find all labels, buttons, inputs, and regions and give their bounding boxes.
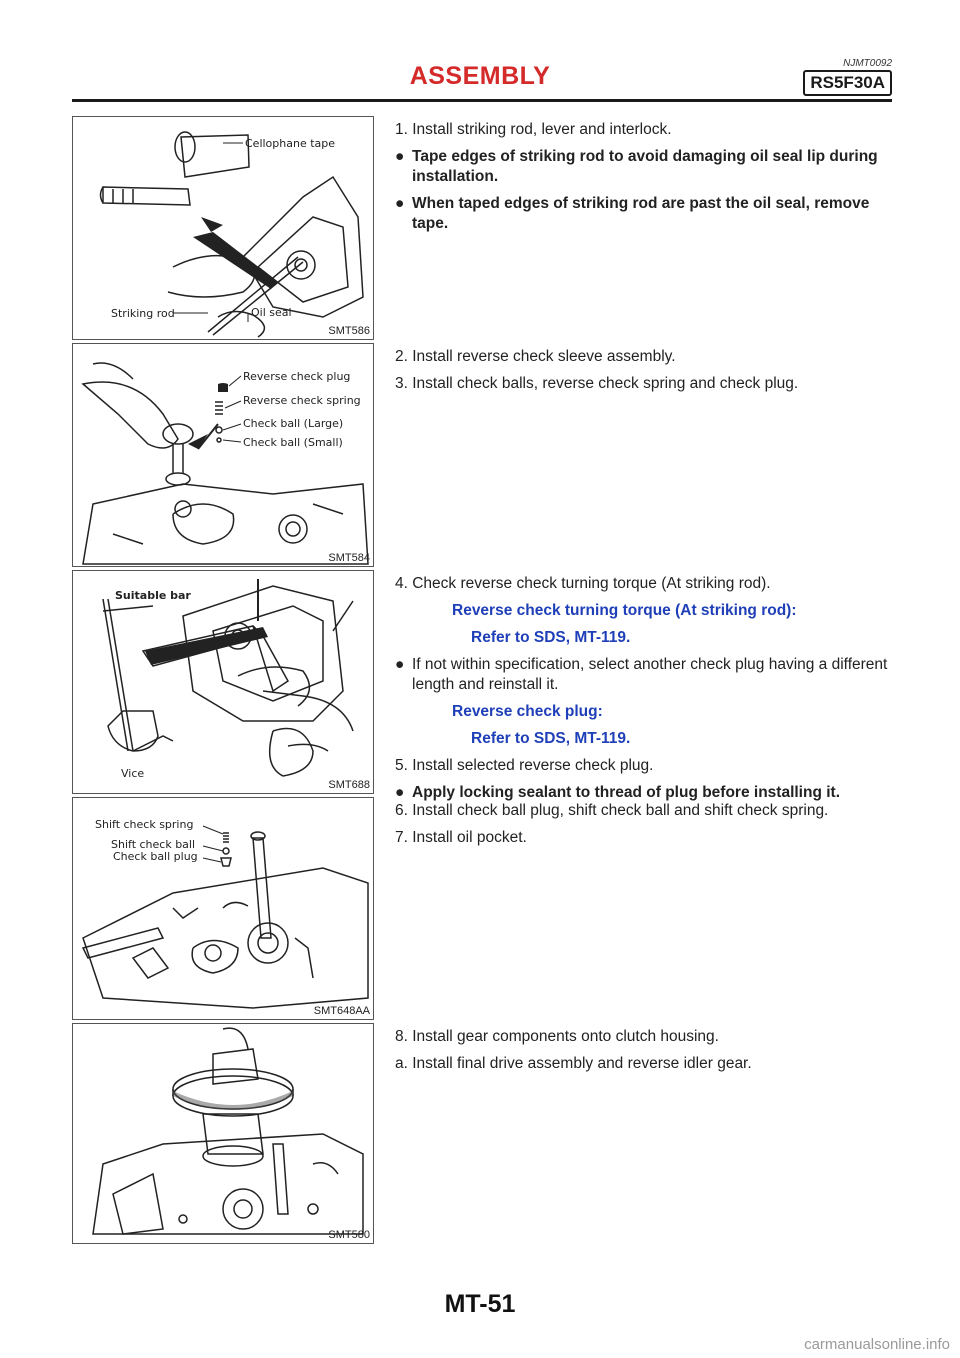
- illustration-reverse-check: [73, 344, 373, 566]
- note-select-plug: ● If not within specification, select another check plug having a different length and reinstall it.: [395, 656, 888, 693]
- callout-cellophane-tape: Cellophane tape: [245, 137, 336, 150]
- callout-shift-check-spring: Shift check spring: [95, 818, 194, 831]
- callout-check-ball-plug: Check ball plug: [113, 850, 198, 863]
- callout-suitable-bar: Suitable bar: [115, 589, 191, 602]
- model-badge: RS5F30A: [803, 70, 892, 96]
- step-8: 8. Install gear components onto clutch housing.: [395, 1028, 719, 1045]
- callout-reverse-check-spring: Reverse check spring: [243, 394, 361, 407]
- step-5: 5. Install selected reverse check plug.: [395, 757, 654, 774]
- step-2: 2. Install reverse check sleeve assembly.: [395, 348, 676, 365]
- step-7: 7. Install oil pocket.: [395, 829, 527, 846]
- step-4: 4. Check reverse check turning torque (At striking rod).: [395, 575, 771, 592]
- callout-reverse-check-plug: Reverse check plug: [243, 370, 351, 383]
- note-locking-sealant: ● Apply locking sealant to thread of plug before installing it.: [395, 784, 841, 801]
- instructions-striking-rod: [395, 120, 895, 241]
- bullet-icon: ●: [395, 195, 405, 212]
- header-rule: [72, 99, 892, 102]
- figure-label: SMT586: [328, 325, 370, 337]
- callout-check-ball-large: Check ball (Large): [243, 417, 344, 430]
- figure-label: SMT584: [328, 552, 370, 564]
- illustration-shift-check: [73, 798, 373, 1019]
- spec-plug-ref[interactable]: Refer to SDS, MT-119.: [471, 730, 631, 747]
- note-tape-edges: ● Tape edges of striking rod to avoid damaging oil seal lip during installation.: [395, 148, 878, 185]
- callout-shift-check-ball: Shift check ball: [111, 838, 196, 851]
- step-1: 1. Install striking rod, lever and interlock.: [395, 121, 672, 138]
- step-8a: a. Install final drive assembly and reverse idler gear.: [395, 1055, 752, 1072]
- figure-label: SMT580: [328, 1229, 370, 1241]
- instructions-shift-check: [395, 801, 895, 855]
- bullet-icon: ●: [395, 784, 405, 801]
- note-remove-tape: ● When taped edges of striking rod are past the oil seal, remove tape.: [395, 195, 870, 232]
- instructions-gear-components: [395, 1027, 895, 1081]
- figure-striking-rod: [72, 116, 374, 340]
- page-title: ASSEMBLY: [409, 62, 551, 90]
- bullet-icon: ●: [395, 148, 405, 165]
- callout-oil-seal: Oil seal: [251, 306, 292, 319]
- bullet-icon: ●: [395, 656, 405, 673]
- instructions-torque-check: [395, 574, 895, 810]
- step-3: 3. Install check balls, reverse check spring and check plug.: [395, 375, 799, 392]
- watermark: carmanualsonline.info: [804, 1336, 950, 1353]
- figure-shift-check: [72, 797, 374, 1020]
- callout-vice: Vice: [121, 767, 145, 780]
- spec-plug-label: Reverse check plug:: [452, 703, 603, 720]
- spec-torque-label: Reverse check turning torque (At striking rod):: [452, 602, 797, 619]
- callout-check-ball-small: Check ball (Small): [243, 436, 343, 449]
- page-number: MT-51: [444, 1290, 516, 1318]
- callout-striking-rod: Striking rod: [111, 307, 175, 320]
- figure-final-drive: [72, 1023, 374, 1244]
- reference-code: NJMT0092: [843, 58, 892, 69]
- figure-label: SMT648AA: [313, 1005, 370, 1017]
- figure-torque-check: [72, 570, 374, 794]
- step-6: 6. Install check ball plug, shift check ball and shift check spring.: [395, 802, 829, 819]
- illustration-final-drive: [73, 1024, 373, 1243]
- figure-reverse-check: [72, 343, 374, 567]
- instructions-reverse-check: [395, 347, 895, 401]
- illustration-striking-rod: [73, 117, 373, 339]
- spec-torque-ref[interactable]: Refer to SDS, MT-119.: [471, 629, 631, 646]
- illustration-torque-check: [73, 571, 373, 793]
- figure-label: SMT688: [328, 779, 370, 791]
